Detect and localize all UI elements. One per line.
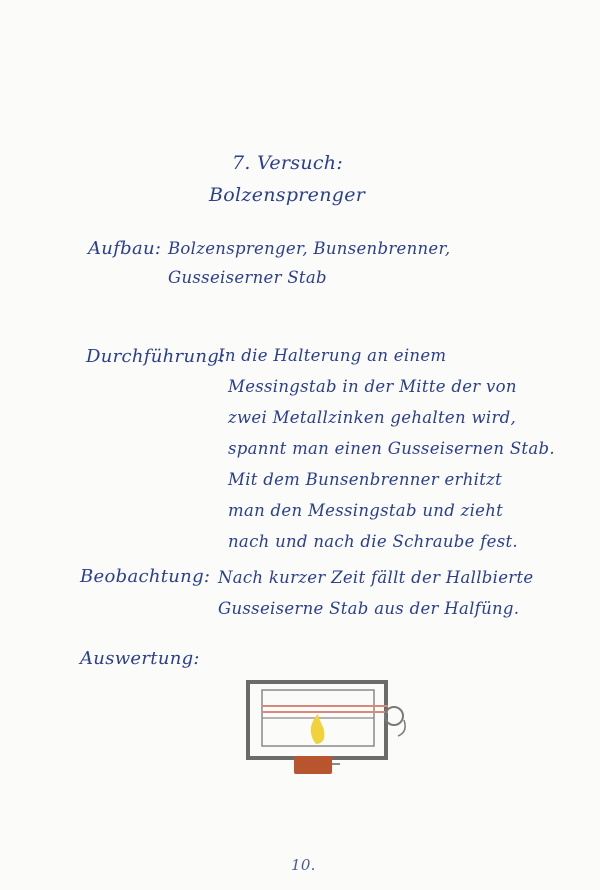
aufbau-label: Aufbau: — [88, 238, 162, 259]
experiment-title: Bolzensprenger — [209, 184, 366, 206]
durchfuehrung-line: zwei Metallzinken gehalten wird, — [228, 408, 517, 427]
aufbau-line-1: Bolzensprenger, Bunsenbrenner, — [168, 239, 451, 258]
durchfuehrung-text — [218, 340, 555, 557]
beobachtung-label: Beobachtung: — [80, 566, 211, 587]
durchfuehrung-line: nach und nach die Schraube fest. — [228, 532, 518, 551]
durchfuehrung-line: Messingstab in der Mitte der von — [228, 377, 517, 396]
durchfuehrung-line: Mit dem Bunsenbrenner erhitzt — [228, 470, 503, 489]
page-number: 10. — [291, 856, 316, 874]
apparatus-sketch — [240, 676, 420, 786]
durchfuehrung-line: spannt man einen Gusseisernen Stab. — [228, 439, 555, 458]
durchfuehrung-line: man den Messingstab und zieht — [228, 501, 504, 520]
burner-body — [294, 756, 332, 774]
beobachtung-line-1: Nach kurzer Zeit fällt der Hallbierte — [218, 568, 534, 587]
durchfuehrung-line: In die Halterung an einem — [218, 346, 447, 365]
auswertung-label: Auswertung: — [80, 648, 200, 669]
beobachtung-line-2: Gusseiserne Stab aus der Halfüng. — [218, 599, 520, 618]
experiment-number: 7. Versuch: — [232, 152, 344, 174]
durchfuehrung-label: Durchführung: — [86, 346, 226, 367]
aufbau-line-2: Gusseiserner Stab — [168, 268, 327, 287]
